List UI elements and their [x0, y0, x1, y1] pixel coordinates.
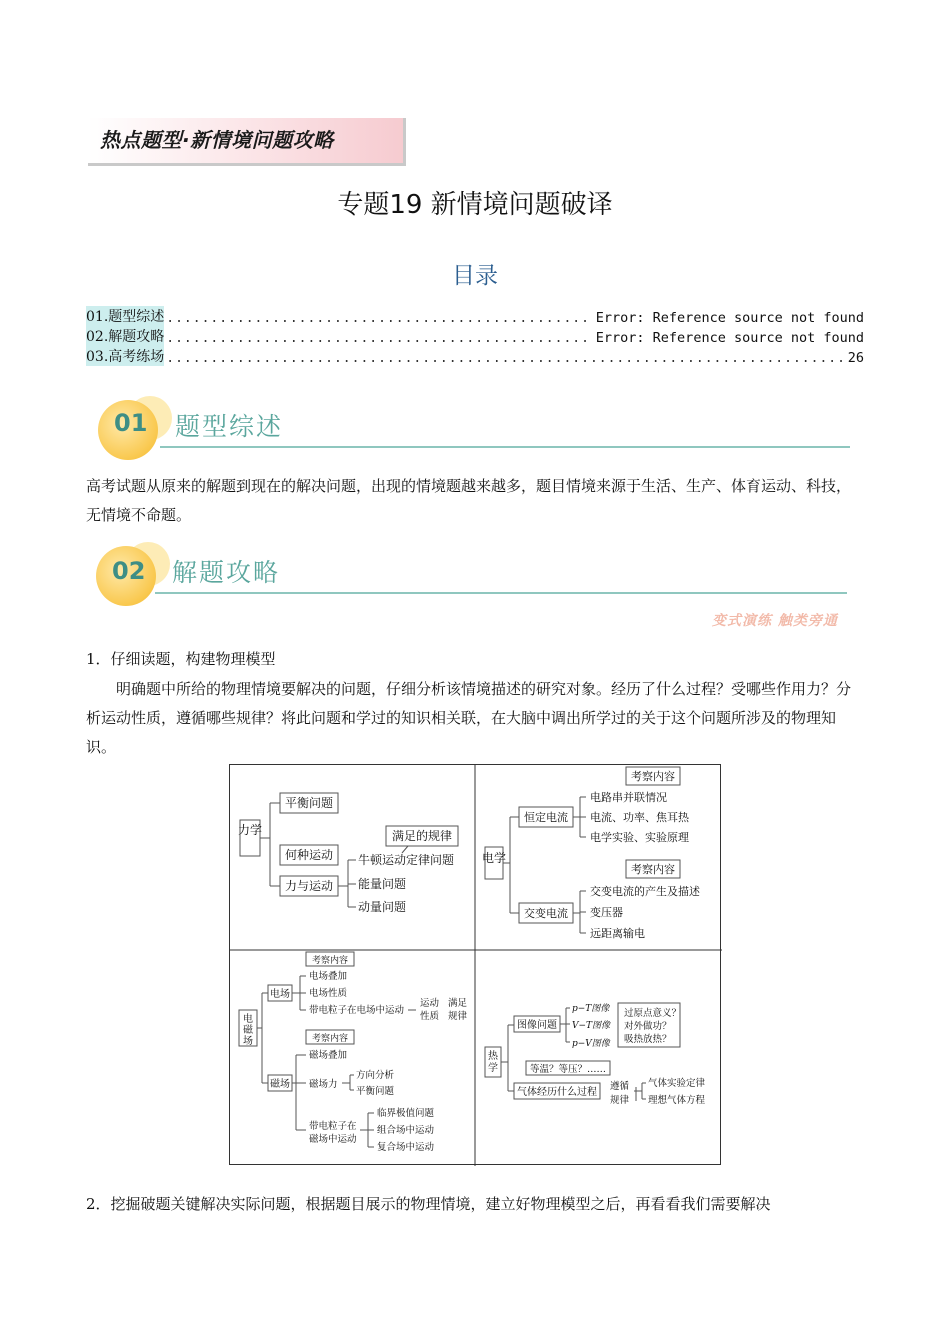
- mindmap-text: 平衡问题: [356, 1086, 395, 1097]
- mindmap-text: 考察内容: [311, 956, 349, 966]
- step-heading: 1．仔细读题，构建物理模型: [86, 650, 276, 668]
- mindmap-text: 热: [488, 1051, 498, 1062]
- section-number: 01: [114, 409, 148, 437]
- mindmap-text: 力学: [237, 823, 263, 837]
- section-paragraph: 高考试题从原来的解题到现在的解决问题，出现的情境题越来越多，题目情境来源于生活、生产、体育运动、科技，无情境不命题。: [86, 477, 852, 524]
- toc-label[interactable]: 01.题型综述: [86, 306, 164, 326]
- mindmap-text: 过原点意义？: [624, 1008, 682, 1019]
- mindmap-text: 运动: [420, 998, 440, 1009]
- step-heading: 2．挖掘破题关键解决实际问题，根据题目展示的物理情境，建立好物理模型之后，再看看我们需要解决: [86, 1195, 771, 1213]
- page-title: 专题19 新情境问题破译: [337, 190, 613, 220]
- section-tag: 变式演练 触类旁通: [712, 613, 838, 629]
- mindmap-text: 恒定电流: [524, 811, 568, 824]
- mindmap-text: 等温？等压？……: [529, 1064, 607, 1075]
- mindmap-text: 电路串并联情况: [590, 791, 667, 804]
- mindmap-text: 磁场叠加: [309, 1050, 348, 1061]
- mindmap-text: 满足: [448, 998, 468, 1009]
- section-title: 题型综述: [175, 412, 284, 441]
- mindmap-text: 电场: [270, 989, 290, 1000]
- mindmap-text: 平衡问题: [284, 796, 334, 810]
- mindmap-text: 方向分析: [356, 1070, 395, 1081]
- topic-banner: [88, 118, 406, 166]
- toc-page: 26: [847, 350, 864, 366]
- section-number: 02: [112, 557, 146, 585]
- toc-leader: ................................................: [166, 331, 590, 346]
- mindmap-text: 电学: [481, 851, 507, 865]
- mindmap-text: 电场叠加: [309, 971, 348, 982]
- mindmap-text: 对外做功？: [624, 1021, 672, 1032]
- toc-leader: ................................................: [166, 311, 590, 326]
- mindmap-text: 考察内容: [631, 770, 675, 783]
- toc-page: Error: Reference source not found: [595, 310, 864, 326]
- mindmap-text: 磁场力: [309, 1079, 338, 1090]
- toc-leader: .............................................................................: [166, 351, 846, 366]
- mindmap-text: 学: [488, 1063, 498, 1074]
- mindmap-text: 能量问题: [358, 877, 407, 891]
- mindmap-text: 临界极值问题: [377, 1108, 435, 1119]
- toc-label[interactable]: 02.解题攻略: [86, 326, 164, 346]
- toc-row[interactable]: [86, 346, 864, 366]
- mindmap-text: 电: [243, 1014, 253, 1025]
- mindmap-text: 气体经历什么过程: [517, 1087, 597, 1098]
- toc-label[interactable]: 03.高考练场: [86, 346, 164, 366]
- mindmap-text: 规律: [610, 1095, 630, 1106]
- mindmap-text: 满足的规律: [391, 829, 453, 843]
- mindmap-figure: [229, 764, 721, 1165]
- mindmap-svg: [230, 765, 722, 1166]
- mindmap-text: 遵循: [610, 1081, 630, 1092]
- mindmap-text: 交变电流: [524, 907, 568, 920]
- mindmap-text: V−T图像: [572, 1021, 611, 1031]
- mindmap-text: 组合场中运动: [377, 1125, 435, 1136]
- mindmap-text: 吸热放热？: [624, 1034, 672, 1045]
- banner-text: 热点题型·新情境问题攻略: [100, 128, 334, 152]
- mindmap-text: 力与运动: [284, 879, 334, 893]
- step-body: 明确题中所给的物理情境要解决的问题，仔细分析该情境描述的研究对象。经历了什么过程？受哪些作用力？分析运动性质，遵循哪些规律？将此问题和学过的知识相关联，在大脑中调出所学过的关于这个问题所涉及的物理知识。: [86, 680, 852, 756]
- mindmap-text: 规律: [448, 1011, 468, 1022]
- mindmap-text: 远距离输电: [590, 927, 645, 940]
- mindmap-text: 考察内容: [631, 863, 675, 876]
- mindmap-text: 图像问题: [517, 1020, 557, 1031]
- mindmap-text: 考察内容: [311, 1034, 349, 1044]
- mindmap-text: 复合场中运动: [377, 1142, 435, 1153]
- mindmap-text: 磁场中运动: [309, 1134, 357, 1145]
- mindmap-text: p−V图像: [572, 1039, 610, 1049]
- mindmap-text: 电学实验、实验原理: [590, 831, 689, 844]
- mindmap-text: 气体实验定律: [648, 1078, 706, 1089]
- mindmap-text: 磁场: [270, 1079, 290, 1090]
- toc-row[interactable]: [86, 326, 864, 346]
- toc-page: Error: Reference source not found: [595, 330, 864, 346]
- section-divider: [160, 446, 850, 448]
- mindmap-text: 磁: [243, 1025, 253, 1036]
- toc-heading: 目录: [452, 263, 498, 289]
- toc-row[interactable]: [86, 306, 864, 326]
- mindmap-text: 带电粒子在: [309, 1121, 357, 1132]
- mindmap-text: 理想气体方程: [648, 1095, 706, 1106]
- mindmap-text: 变压器: [590, 906, 623, 919]
- mindmap-text: 电场性质: [309, 988, 348, 999]
- mindmap-text: p−T图像: [572, 1004, 610, 1014]
- section-title: 解题攻略: [172, 558, 281, 587]
- mindmap-text: 性质: [420, 1011, 440, 1022]
- mindmap-text: 电流、功率、焦耳热: [590, 811, 689, 824]
- mindmap-text: 动量问题: [358, 900, 407, 914]
- mindmap-text: 场: [243, 1036, 253, 1047]
- mindmap-text: 带电粒子在电场中运动: [309, 1005, 405, 1016]
- mindmap-text: 何种运动: [284, 848, 334, 862]
- mindmap-text: 交变电流的产生及描述: [590, 885, 700, 898]
- section-divider: [155, 592, 847, 594]
- mindmap-text: 牛顿运动定律问题: [358, 853, 455, 867]
